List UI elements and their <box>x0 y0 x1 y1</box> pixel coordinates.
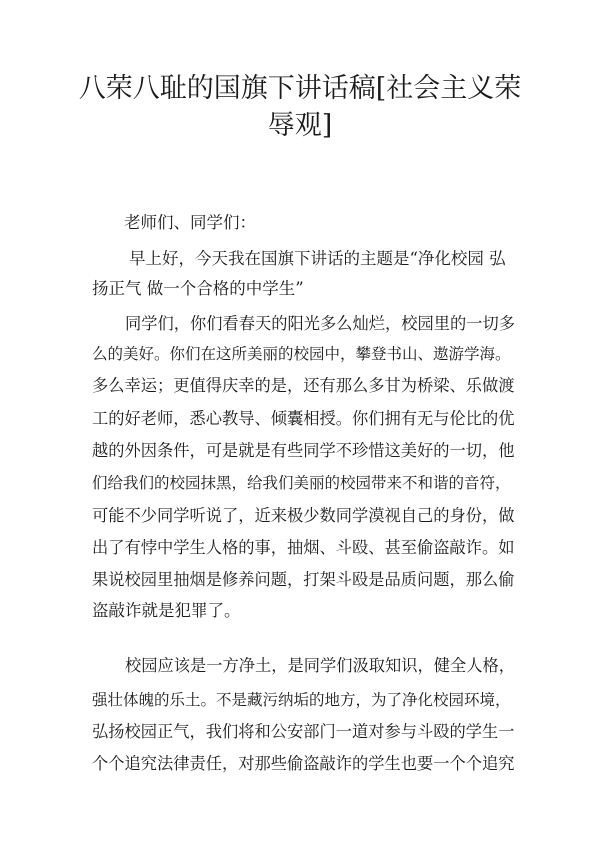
paragraph2-line-4: 工的好老师，悉心教导、倾囊相授。你们拥有无与伦比的优 <box>92 409 515 428</box>
paragraph1-line-2: 扬正气 做一个合格的中学生” <box>92 279 304 298</box>
paragraph2-line-8: 出了有悖中学生人格的事，抽烟、斗殴、甚至偷盗敲诈。如 <box>92 538 515 557</box>
paragraph2-line-1: 同学们，你们看春天的阳光多么灿烂，校园里的一切多 <box>125 314 515 333</box>
document-title <box>60 70 540 144</box>
paragraph2-line-10: 盗敲诈就是犯罪了。 <box>92 601 241 620</box>
greeting: 老师们、同学们： <box>124 213 256 232</box>
paragraph2-line-3: 多么幸运；更值得庆幸的是，还有那么多甘为桥梁、乐做渡 <box>92 376 515 395</box>
paragraph3-line-2: 强壮体魄的乐土。不是藏污纳垢的地方，为了净化校园环境， <box>92 691 511 709</box>
paragraph2-line-5: 越的外因条件，可是就是有些同学不珍惜这美好的一切，他 <box>92 441 515 460</box>
paragraph1-line-1: 早上好，今天我在国旗下讲话的主题是“净化校园 弘 <box>129 249 506 268</box>
paragraph3-line-3: 弘扬校园正气，我们将和公安部门一道对参与斗殴的学生一 <box>92 722 515 741</box>
paragraph2-line-2: 么的美好。你们在这所美丽的校园中，攀登书山、遨游学海。 <box>92 345 511 363</box>
paragraph2-line-7: 可能不少同学听说了，近来极少数同学漠视自己的身份，做 <box>92 506 515 525</box>
paragraph3-line-4: 个个追究法律责任，对那些偷盗敲诈的学生也要一个个追究 <box>92 754 515 773</box>
title-line-2: 辱观] <box>267 110 333 141</box>
title-line-1: 八荣八耻的国旗下讲话稿[社会主义荣 <box>78 73 522 104</box>
paragraph3-line-1: 校园应该是一方净土，是同学们汲取知识，健全人格， <box>125 656 515 675</box>
paragraph2-line-9: 果说校园里抽烟是修养问题，打架斗殴是品质问题，那么偷 <box>92 570 515 589</box>
paragraph2-line-6: 们给我们的校园抹黑，给我们美丽的校园带来不和谐的音符， <box>92 474 511 492</box>
